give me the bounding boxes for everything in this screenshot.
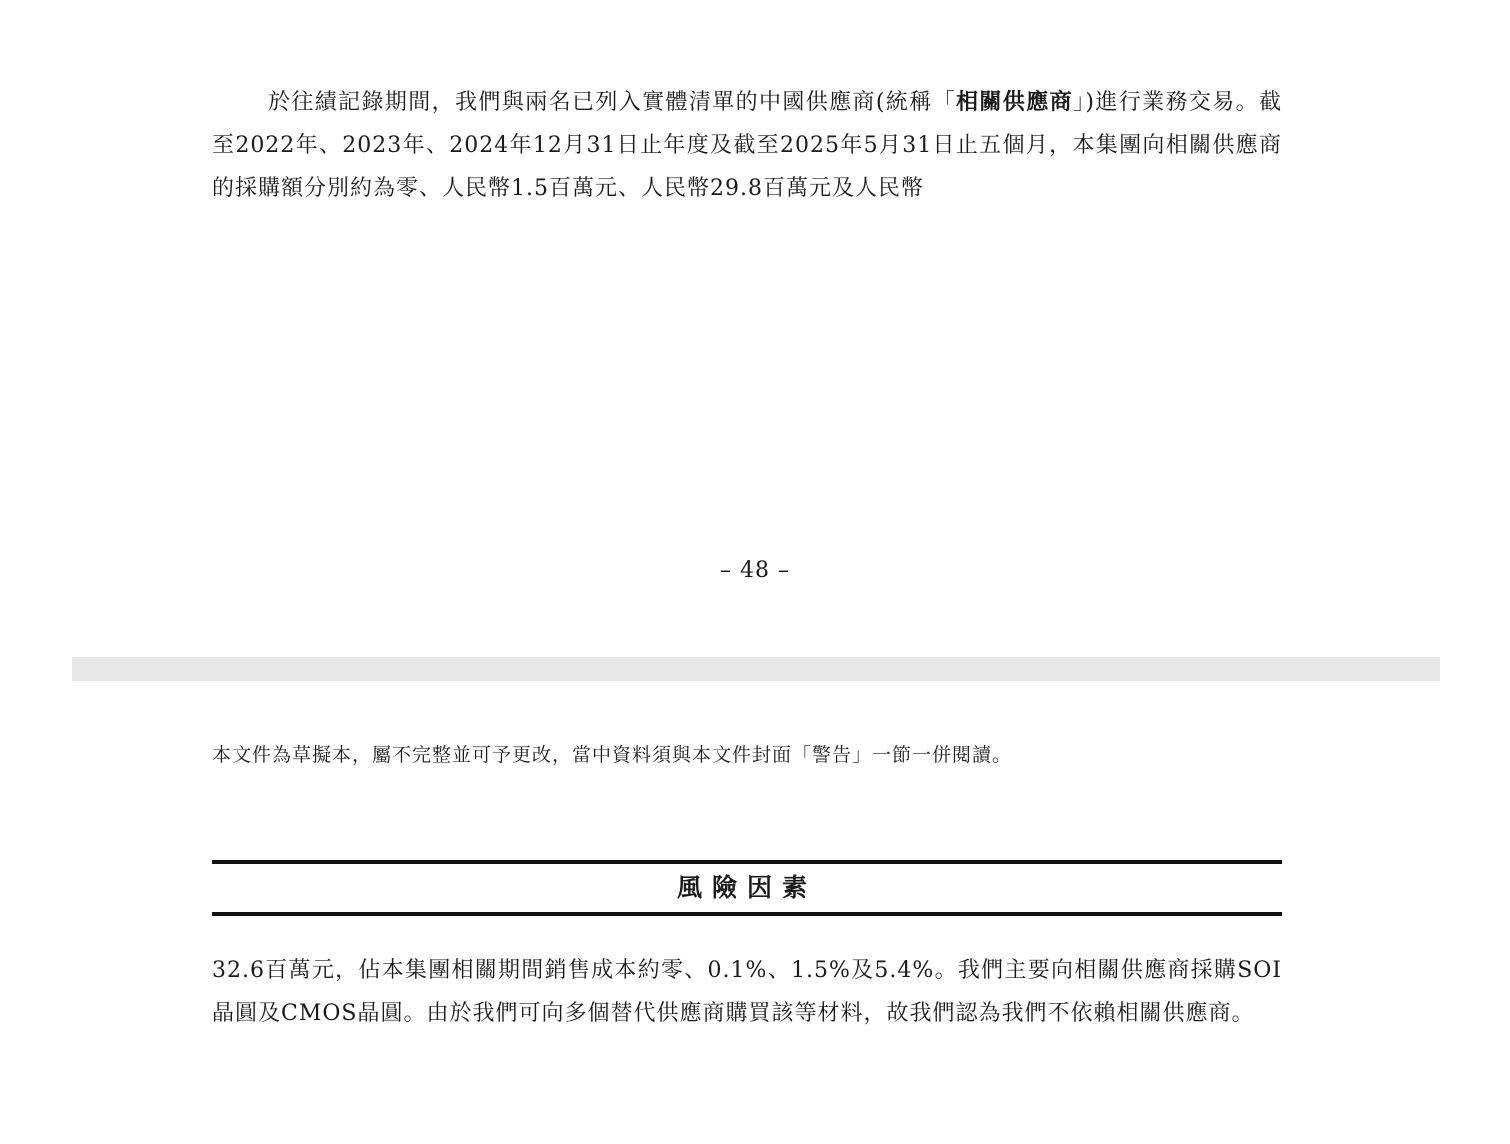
paragraph-text-before-term: 於往績記錄期間，我們與兩名已列入實體清單的中國供應商(統稱「	[268, 90, 957, 115]
header-rule-bottom	[212, 912, 1282, 916]
paragraph-text-after-term: 」)進行業務交易。截至2022年、2023年、2024年12月31日止年度及截至2025年5月31日止五個月，本集團向相關供應商的採購額分別約為零、人民幣1.5百萬元、人民幣29.8百萬元及人民幣	[212, 90, 1282, 201]
paragraph-related-suppliers	[212, 81, 1282, 210]
paragraph-continuation: 32.6百萬元，佔本集團相關期間銷售成本約零、0.1%、1.5%及5.4%。我們主要向相關供應商採購SOI晶圓及CMOS晶圓。由於我們可向多個替代供應商購買該等材料，故我們認為我們不依賴相關供應商。	[212, 958, 1282, 1026]
section-header	[212, 860, 1282, 916]
defined-term: 相關供應商	[956, 89, 1073, 115]
section-title: 風險因素	[676, 873, 817, 902]
header-rule-top	[212, 860, 1282, 864]
page-separator	[72, 657, 1440, 681]
draft-notice: 本文件為草擬本，屬不完整並可予更改，當中資料須與本文件封面「警告」一節一併閱讀。	[212, 744, 1013, 766]
page-number: – 48 –	[720, 558, 790, 583]
